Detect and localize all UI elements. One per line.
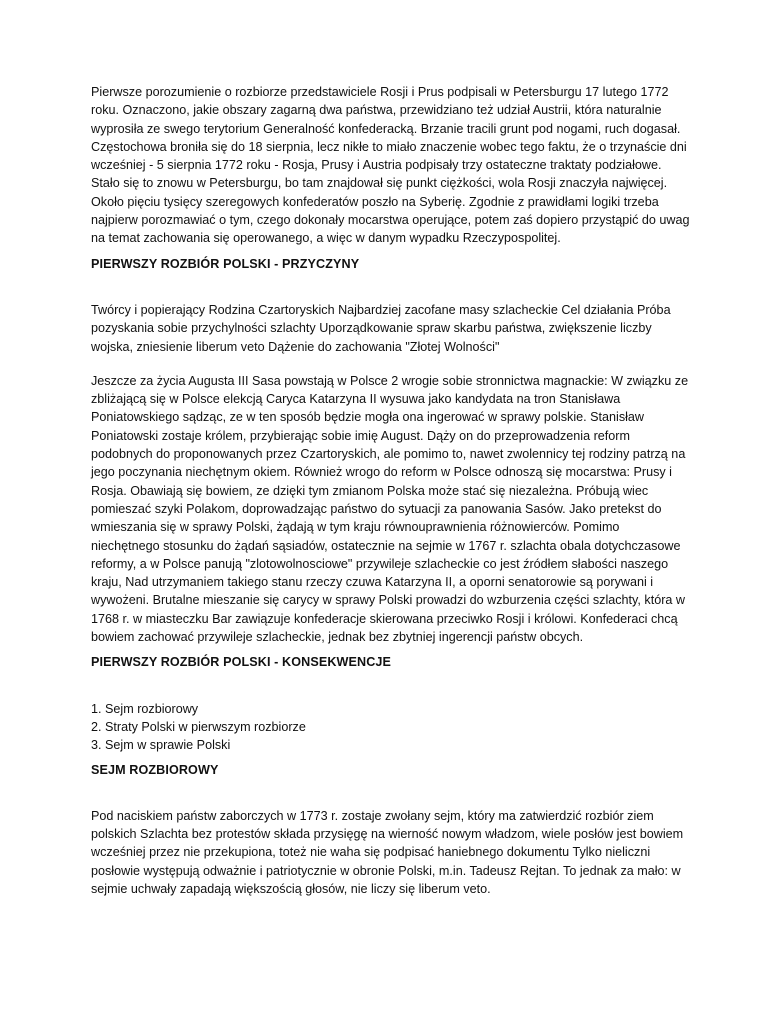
list-item: 2. Straty Polski w pierwszym rozbiorze (91, 719, 306, 734)
spacer (91, 785, 691, 807)
paragraph-partition-sejm: Pod naciskiem państw zaborczych w 1773 r. zostaje zwołany sejm, który ma zatwierdzić rozbiór ziem polskich Szlachta bez protestów składa przysięgę na wierność nowym władzom, wiele posłów jest bowiem wcześniej przez nie przekupiona, toteż nie waha się podpisać haniebnego dokumentu Tylko nieliczni posłowie występują odważnie i patriotycznie w obronie Polski, m.in. Tadeusz Rejtan. To jednak za mało: w sejmie uchwały zapadają większością głosów, nie liczy się liberum veto. (91, 808, 684, 896)
paragraph-first-partition-agreement: Pierwsze porozumienie o rozbiorze przedstawiciele Rosji i Prus podpisali w Petersburgu 17 lutego 1772 roku. Oznaczono, jakie obszary zagarną dwa państwa, przewidziano też udział Austrii, która naturalnie wyprosiła ze swego terytorium Generalność konfederacką. Brzanie tracili grunt pod nogami, ruch dogasał. Częstochowa broniła się do 18 sierpnia, lecz nikłe to miało znaczenie wobec tego faktu, że o trzynaście dni wcześniej - 5 sierpnia 1772 roku - Rosja, Prusy i Austria podpisały trzy ostateczne traktaty podziałowe. Stało się to znowu w Petersburgu, bo tam znajdował się punkt ciężkości, wola Rosji znaczyła najwięcej. Około pięciu tysięcy szeregowych konfederatów poszło na Syberię. Zgodnie z prawidłami logiki trzeba najpierw porozmawiać o tym, czego dokonały mocarstwa operujące, potem zaś dopiero przystąpić do uwag na temat zachowania się operowanego, a więc w danym wypadku Rzeczypospolitej. (91, 85, 690, 246)
heading-partition-sejm: SEJM ROZBIOROWY (91, 762, 219, 777)
heading-consequences: PIERWSZY ROZBIÓR POLSKI - KONSEKWENCJE (91, 655, 392, 670)
consequences-list (91, 700, 691, 755)
spacer (91, 678, 691, 700)
paragraph-factions: Twórcy i popierający Rodzina Czartoryskich Najbardziej zacofane masy szlacheckie Cel działania Próba pozyskania sobie przychylności szlachty Uporządkowanie spraw skarbu państwa, zwiększenie liczby wojska, zniesienie liberum veto Dążenie do zachowania "Złotej Wolności" (91, 302, 671, 354)
spacer (91, 363, 691, 372)
document-page (91, 83, 691, 905)
list-item: 1. Sejm rozbiorowy (91, 701, 199, 716)
heading-causes: PIERWSZY ROZBIÓR POLSKI - PRZYCZYNY (91, 256, 360, 271)
list-item: 3. Sejm w sprawie Polski (91, 738, 231, 753)
paragraph-background: Jeszcze za życia Augusta III Sasa powstają w Polsce 2 wrogie sobie stronnictwa magnackie: W związku ze zbliżającą się w Polsce elekcją Caryca Katarzyna II wysuwa jako kandydata na tron Stanisława Poniatowskiego sądząc, ze w ten sposób będzie mogła ona ingerować w sprawy polskie. Stanisław Poniatowski zostaje królem, przybierając sobie imię August. Dąży on do przeprowadzenia reform podobnych do proponowanych przez Czartoryskich, ale pomimo to, nawet zwolennicy tej rodziny patrzą na jego poczynania niechętnym okiem. Również wrogo do reform w Polsce odnoszą się mocarstwa: Prusy i Rosja. Obawiają się bowiem, ze dzięki tym zmianom Polska może stać się niezależna. Próbują wiec pomieszać szyki Polakom, doprowadzając państwo do sytuacji za panowania Sasów. Jako pretekst do wmieszania się w sprawy Polski, żądają w tym kraju równouprawnienia różnowierców. Pomimo niechętnego stosunku do żądań sąsiadów, ostatecznie na sejmie w 1767 r. szlachta obala dotychczasowe reformy, a w Polsce panują "zlotowolnosciowe" przywileje szlacheckie co jest źródłem słabości naszego kraju, Nad utrzymaniem takiego stanu rzeczy czuwa Katarzyna II, a oporni senatorowie są porywani i wywożeni. Brutalne mieszanie się carycy w sprawy Polski prowadzi do wzburzenia części szlachty, która w 1768 r. w miasteczku Bar zawiązuje konfederacje skierowana przeciwko Rosji i królowi. Konfederaci chcą bowiem zachować przywileje szlacheckie, jednak bez zbytniej ingerencji państw obcych. (91, 373, 689, 645)
spacer (91, 279, 691, 301)
